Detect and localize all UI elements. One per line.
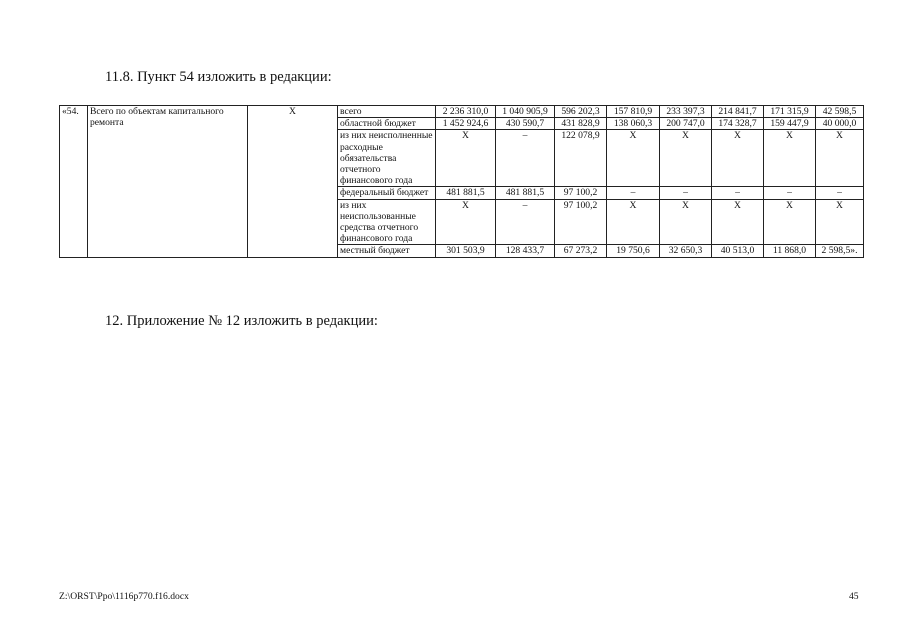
value-cell: – (712, 187, 764, 199)
value-cell: Х (607, 199, 660, 245)
value-cell: 97 100,2 (555, 187, 607, 199)
source-label: федеральный бюджет (338, 187, 436, 199)
value-cell: – (496, 199, 555, 245)
source-label: из них неиспользованные средства отчетного финансового года (338, 199, 436, 245)
mark-cell: Х (248, 106, 338, 258)
value-cell: – (764, 187, 816, 199)
value-cell: 233 397,3 (660, 106, 712, 118)
value-cell: Х (764, 130, 816, 187)
value-cell: Х (607, 130, 660, 187)
value-cell: 67 273,2 (555, 245, 607, 257)
value-cell: 122 078,9 (555, 130, 607, 187)
value-cell: 42 598,5 (816, 106, 864, 118)
value-cell: – (496, 130, 555, 187)
value-cell: 40 000,0 (816, 118, 864, 130)
value-cell: – (607, 187, 660, 199)
value-cell: 2 236 310,0 (436, 106, 496, 118)
section-heading-11-8: 11.8. Пункт 54 изложить в редакции: (105, 69, 332, 85)
value-cell: 214 841,7 (712, 106, 764, 118)
value-cell: Х (764, 199, 816, 245)
table-row (60, 106, 864, 118)
value-cell: 1 040 905,9 (496, 106, 555, 118)
value-cell: 171 315,9 (764, 106, 816, 118)
value-cell: 596 202,3 (555, 106, 607, 118)
value-cell: 97 100,2 (555, 199, 607, 245)
value-cell: Х (436, 130, 496, 187)
value-cell: 157 810,9 (607, 106, 660, 118)
object-name-cell: Всего по объектам капитального ремонта (88, 106, 248, 258)
value-cell: 431 828,9 (555, 118, 607, 130)
value-cell: 430 590,7 (496, 118, 555, 130)
value-cell: 32 650,3 (660, 245, 712, 257)
source-label: местный бюджет (338, 245, 436, 257)
value-cell: Х (816, 130, 864, 187)
value-cell: Х (436, 199, 496, 245)
value-cell: 2 598,5». (816, 245, 864, 257)
value-cell: 138 060,3 (607, 118, 660, 130)
value-cell: 19 750,6 (607, 245, 660, 257)
footer-file-path: Z:\ORST\Ppo\1116p770.f16.docx (59, 591, 189, 602)
budget-table (59, 105, 864, 258)
value-cell: Х (816, 199, 864, 245)
value-cell: 40 513,0 (712, 245, 764, 257)
value-cell: 481 881,5 (436, 187, 496, 199)
source-label: из них неисполненные расходные обязательства отчетного финансового года (338, 130, 436, 187)
value-cell: Х (660, 199, 712, 245)
value-cell: Х (660, 130, 712, 187)
value-cell: – (660, 187, 712, 199)
value-cell: 174 328,7 (712, 118, 764, 130)
value-cell: 481 881,5 (496, 187, 555, 199)
value-cell: 159 447,9 (764, 118, 816, 130)
value-cell: – (816, 187, 864, 199)
value-cell: 128 433,7 (496, 245, 555, 257)
value-cell: 1 452 924,6 (436, 118, 496, 130)
value-cell: 301 503,9 (436, 245, 496, 257)
value-cell: Х (712, 199, 764, 245)
value-cell: 200 747,0 (660, 118, 712, 130)
page-number: 45 (849, 591, 859, 602)
row-number-cell: «54. (60, 106, 88, 258)
value-cell: Х (712, 130, 764, 187)
section-heading-12: 12. Приложение № 12 изложить в редакции: (105, 313, 378, 329)
source-label: всего (338, 106, 436, 118)
value-cell: 11 868,0 (764, 245, 816, 257)
source-label: областной бюджет (338, 118, 436, 130)
